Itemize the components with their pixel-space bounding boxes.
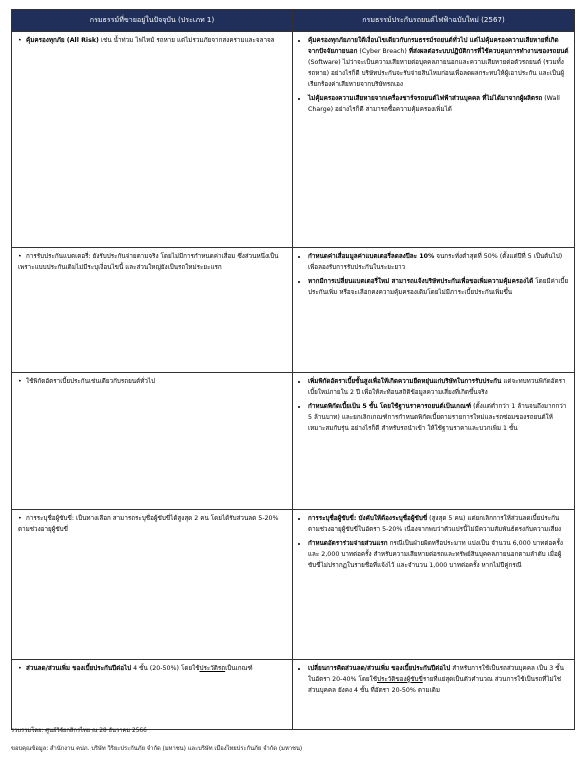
right-cell xyxy=(293,510,575,660)
item-text-2: รายที่แย่สุดเป็นตัวคำนวณ ส่วนการใช้เป็นรถที่ไม่ใช่ส่วนบุคคล ยังคง 4 ขั้น ที่อัตรา 20-50% ตามเดิม xyxy=(308,676,561,694)
table-row xyxy=(12,248,575,373)
source-note: รวบรวมโดย: ศูนย์วิจัยกสิกรไทย ณ 28 ธันวาคม 2566 xyxy=(11,728,147,734)
left-bold-text: ส่วนลด/ส่วนเพิ่ม ของเบี้ยประกันปีต่อไป xyxy=(26,665,132,672)
header-current-policy: กรมธรรม์ที่ขายอยู่ในปัจจุบัน (ประเภท 1) xyxy=(12,10,293,32)
item-bold-2: ที่ส่งผลต่อระบบปฏิบัติการที่ใช้ควบคุมการทำงานของรถยนต์ xyxy=(408,48,569,55)
right-cell xyxy=(293,660,575,730)
item-bold: การระบุชื่อผู้ขับขี่: บังคับให้ต้องระบุชื่อผู้ขับขี่ xyxy=(308,515,428,522)
item-text: (Cyber Breach) xyxy=(357,48,409,55)
right-cell xyxy=(293,32,575,248)
left-cell xyxy=(12,32,293,248)
item-text: สำหรับการใช้เป็นรถส่วนบุคคล เป็น 3 ขั้นในอัตรา 20-40% โดยใช้ xyxy=(308,665,564,683)
bullet-marker: • xyxy=(18,253,22,260)
comparison-table xyxy=(11,9,575,730)
item-bold: คุ้มครองทุกภัยภายใต้เงื่อนไขเดียวกับกรมธรรม์รถยนต์ทั่วไป แต่ไม่คุ้มครองความเสียหายที่เกิดจากปัจจัยภายนอก xyxy=(308,37,559,55)
item-bold: ไม่คุ้มครองความเสียหายจากเครื่องชาร์จรถยนต์ไฟฟ้าส่วนบุคคล ที่ไม่ได้มาจากผู้ผลิตรถ xyxy=(308,95,543,102)
left-text: เช่น น้ำท่วม ไฟไหม้ รถหาย แต่ไม่รวมภัยจากสงครามและจลาจล xyxy=(98,37,275,44)
bullet-marker: • xyxy=(18,665,22,672)
item-text: (ตั้งแต่ต่ำกว่า 1 ล้านจนถึงมากกว่า 5 ล้านบาท) และยกเลิกเกณฑ์การกำหนดพิกัดเบี้ยตามรายการใหม่และรถซ่อมของรถยนต์ให้เหมาะสมกับรุ่น อย่างไรก็ดี สำหรับรถนำเข้า ให้ใช้ฐานราคาและบวกเพิ่ม 1 ขั้น xyxy=(308,403,567,432)
item-text: โดยมีค่าเบี้ยประกันเพิ่ม หรือจะเลือกคงความคุ้มครองเดิมโดยไม่มีภาระเบี้ยประกันเพิ่มขึ้น xyxy=(308,278,569,296)
header-new-ev-policy: กรมธรรม์ประกันรถยนต์ไฟฟ้าฉบับใหม่ (2567) xyxy=(293,10,575,32)
right-cell xyxy=(293,373,575,510)
item-bold: เปลี่ยนการคิดส่วนลด/ส่วนเพิ่ม ของเบี้ยประกันปีต่อไป xyxy=(308,665,451,672)
bullet-marker: • xyxy=(18,37,22,44)
list-item xyxy=(308,401,569,434)
left-text: ใช้พิกัดอัตราเบี้ยประกันเช่นเดียวกับรถยนต์ทั่วไป xyxy=(26,378,156,385)
left-text: การรับประกันแบตเตอรี่: ยังรับประกันจ่ายตามจริง โดยไม่มีการกำหนดค่าเสื่อม ซึ่งส่วนหนึ่งเป็นเพราะแบบประกันเดิมไม่มีระบุเงื่อนไขนี้ และส่วนใหญ่ยังเป็นรถใหม่ระยะแรก xyxy=(18,253,279,271)
item-text: (สูงสุด 5 คน) แต่ยกเลิกการให้ส่วนลดเบี้ยประกันตามช่วงอายุผู้ขับขี่ในอัตรา 5-20% เนื่องจากพบว่าตัวแปรนี้ไม่มีความสัมพันธ์ตรงกับความเสี่ยง xyxy=(308,515,562,533)
item-text: กรณีเป็นฝ่ายผิดหรือประมาท แบ่งเป็น จำนวน 6,000 บาทต่อครั้ง และ 2,000 บาทต่อครั้ง สำหรับความเสียหายต่อรถและทรัพย์สินบุคคลภายนอกตามลำดับ เมื่อผู้ขับขี่ไม่ปรากฏในรายชื่อที่แจ้งไว้ และจำนวน 1,000 บาทต่อครั้ง หากไม่ปีคู่กรณี xyxy=(308,540,563,569)
left-cell xyxy=(12,373,293,510)
list-item xyxy=(308,376,569,398)
item-text-2: (Software) ไม่ว่าจะเป็นความเสียหายต่อบุคคลภายนอกและความเสียหายต่อตัวรถยนต์ (รวมทั้งรถหาย) อย่างไรก็ดี บริษัทประกันจะรับจ่ายสินไหมก่อนเพื่อลดผลกระทบให้ผู้เอาประกัน และเป็นผู้เรียกร้องค่าเสียหายจากบริษัทรถเอง xyxy=(308,59,565,88)
item-bold: หากมีการเปลี่ยนแบตเตอรี่ใหม่ สามารถแจ้งบริษัทประกันเพื่อขอเพิ่มความคุ้มครองได้ xyxy=(308,278,534,285)
list-item xyxy=(308,276,569,298)
item-bold: กำหนดอัตราร่วมจ่ายส่วนแรก xyxy=(308,540,388,547)
list-item xyxy=(308,663,569,696)
left-underline-text: ประวัติรถ xyxy=(199,665,226,672)
item-bold: กำหนดค่าเสื่อมมูลค่าแบตเตอรี่ลดลงปีละ 10% xyxy=(308,253,435,260)
left-text: การระบุชื่อผู้ขับขี่: เป็นทางเลือก สามารถระบุชื่อผู้ขับขี่ได้สูงสุด 2 คน โดยได้รับส่วนลด 5-20% ตามช่วงอายุผู้ขับขี่ xyxy=(18,515,279,533)
acknowledgement-note: ขอบคุณข้อมูล: สำนักงาน คปภ. บริษัท วิริยะประกันภัย จำกัด (มหาชน) และบริษัท เมืองไทยประกันภัย จำกัด (มหาชน) xyxy=(11,746,303,752)
item-bold: กำหนดพิกัดเบี้ยเป็น 5 ขั้น โดยใช้ฐานราคารถยนต์เป็นเกณฑ์ xyxy=(308,403,472,410)
list-item xyxy=(308,93,569,115)
table-row xyxy=(12,373,575,510)
table-header-row xyxy=(12,10,575,32)
list-item xyxy=(308,513,569,535)
table-row xyxy=(12,660,575,730)
left-text: 4 ขั้น (20-50%) โดยใช้ xyxy=(131,665,200,672)
bullet-marker: • xyxy=(18,515,22,522)
left-cell xyxy=(12,248,293,373)
left-bold-text: คุ้มครองทุกภัย (All Risk) xyxy=(26,37,99,44)
item-underline-text: ประวัติของผู้ขับขี่ xyxy=(376,676,423,683)
left-text-2: เป็นเกณฑ์ xyxy=(225,665,253,672)
table-row xyxy=(12,32,575,248)
left-cell xyxy=(12,510,293,660)
list-item xyxy=(308,538,569,571)
item-text: แต่จะทบทวนพิกัดอัตราเบี้ยใหม่ภายใน 2 ปี เพื่อให้สะท้อนสถิติข้อมูลความเสี่ยงที่เกิดขึ้นจริง xyxy=(308,378,566,396)
item-text: จนกระทั่งต่ำสุดที่ 50% (ตั้งแต่ปีที่ 5 เป็นต้นไป) เพื่อลองรับการรับประกันในระยะยาว xyxy=(308,253,563,271)
list-item xyxy=(308,251,569,273)
left-cell xyxy=(12,660,293,730)
right-cell xyxy=(293,248,575,373)
table-row xyxy=(12,510,575,660)
item-text: (Wall Charge) อย่างไรก็ดี สามารถซื้อความคุ้มครองเพิ่มได้ xyxy=(308,95,560,113)
list-item xyxy=(308,35,569,90)
bullet-marker: • xyxy=(18,378,22,385)
item-bold: เพิ่มพิกัดอัตราเบี้ยขั้นสูงเพื่อให้เกิดความยืดหยุ่นแก่บริษัทในการรับประกัน xyxy=(308,378,502,385)
